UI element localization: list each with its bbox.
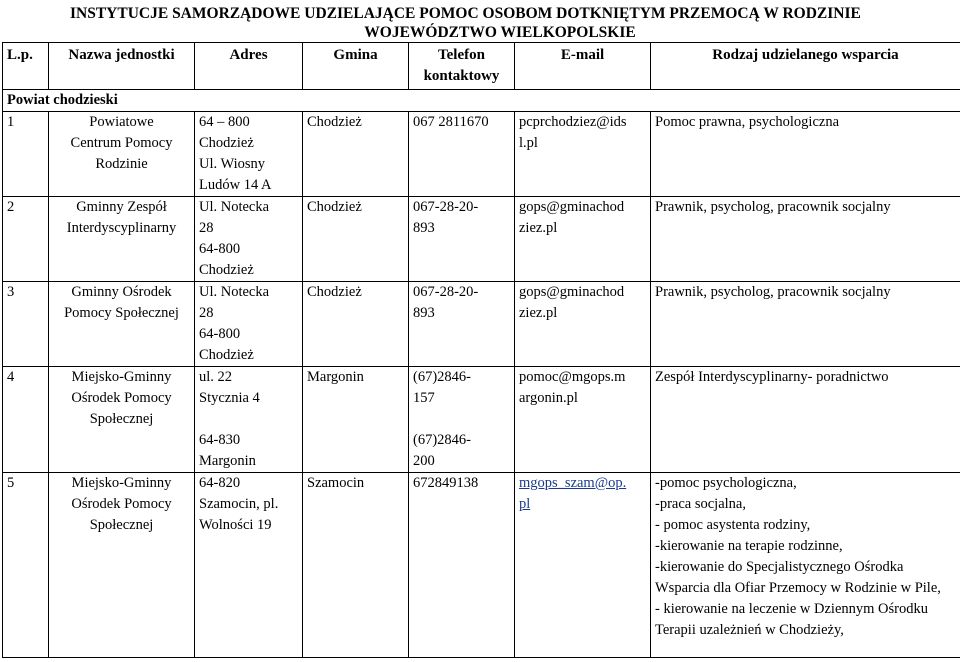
- title-line-2: WOJEWÓDZTWO WIELKOPOLSKIE: [364, 24, 636, 41]
- address-line: Chodzież: [199, 347, 254, 363]
- address-line: Margonin: [199, 453, 256, 469]
- cell-email: [515, 473, 651, 658]
- email-line: ziez.pl: [519, 305, 558, 321]
- header-name: Nazwa jednostki: [49, 43, 195, 90]
- name-line: Społecznej: [89, 411, 154, 427]
- cell-phone: [409, 112, 515, 197]
- name-line: Pomocy Społecznej: [64, 305, 179, 321]
- name-line: Ośrodek Pomocy: [71, 496, 172, 512]
- support-line: -praca socjalna,: [655, 496, 746, 512]
- cell-gmina: Szamocin: [303, 473, 409, 658]
- support-line: -kierowanie do Specjalistycznego Ośrodka Wsparcia dla Ofiar Przemocy w Rodzinie w Pile,: [655, 559, 941, 596]
- cell-address: [195, 473, 303, 658]
- name-line: Miejsko-Gminny: [71, 369, 172, 385]
- cell-name: [49, 197, 195, 282]
- cell-phone: [409, 473, 515, 658]
- cell-lp: 4: [3, 367, 49, 473]
- phone-line: 200: [413, 453, 435, 469]
- support-line: -pomoc psychologiczna,: [655, 475, 797, 491]
- phone-line: 157: [413, 390, 435, 406]
- cell-email: [515, 197, 651, 282]
- address-line: 64-820: [199, 475, 241, 491]
- phone-line: (67)2846-: [413, 369, 471, 385]
- support-line: Zespół Interdyscyplinarny- poradnictwo: [655, 369, 889, 385]
- address-line: Ludów 14 A: [199, 177, 272, 193]
- table-row: [3, 367, 960, 473]
- cell-address: [195, 197, 303, 282]
- support-line: -kierowanie na terapie rodzinne,: [655, 538, 843, 554]
- cell-support: [651, 282, 960, 367]
- address-line: Chodzież: [199, 135, 254, 151]
- cell-email: [515, 282, 651, 367]
- cell-support: [651, 473, 960, 658]
- email-line[interactable]: pl: [519, 496, 531, 512]
- email-line[interactable]: mgops_szam@op.: [519, 475, 627, 491]
- address-line: Ul. Wiosny: [199, 156, 266, 172]
- cell-name: [49, 367, 195, 473]
- phone-line: 067-28-20-: [413, 284, 479, 300]
- header-row: [3, 43, 960, 90]
- cell-lp: 3: [3, 282, 49, 367]
- section-title: Powiat chodzieski: [3, 90, 960, 112]
- address-line: Ul. Notecka: [199, 199, 270, 215]
- name-line: Interdyscyplinarny: [66, 220, 177, 236]
- name-line: Powiatowe: [89, 114, 154, 130]
- address-line: [199, 409, 298, 430]
- table-row: [3, 197, 960, 282]
- email-line: ziez.pl: [519, 220, 558, 236]
- name-line: Gminny Zespół: [76, 199, 167, 215]
- cell-phone: [409, 282, 515, 367]
- phone-line: (67)2846-: [413, 432, 471, 448]
- phone-line: [413, 409, 510, 430]
- cell-support: [651, 367, 960, 473]
- name-line: Gminny Ośrodek: [71, 284, 172, 300]
- address-line: 64-800: [199, 241, 241, 257]
- email-line: gops@gminachod: [519, 284, 625, 300]
- phone-line: 067-28-20-: [413, 199, 479, 215]
- address-line: Stycznia 4: [199, 390, 260, 406]
- support-line: - pomoc asystenta rodziny,: [655, 517, 811, 533]
- phone-line: 672849138: [413, 475, 479, 491]
- phone-line: 893: [413, 220, 435, 236]
- section-row: [3, 90, 960, 112]
- cell-address: [195, 112, 303, 197]
- table-row: [3, 282, 960, 367]
- header-gmina: Gmina: [303, 43, 409, 90]
- address-line: Chodzież: [199, 262, 254, 278]
- name-line: Centrum Pomocy: [70, 135, 173, 151]
- table-row: [3, 112, 960, 197]
- address-line: 64-800: [199, 326, 241, 342]
- cell-name: [49, 112, 195, 197]
- support-line: Pomoc prawna, psychologiczna: [655, 114, 840, 130]
- title-line-1: INSTYTUCJE SAMORZĄDOWE UDZIELAJĄCE POMOC OSOBOM DOTKNIĘTYM PRZEMOCĄ W RODZINIE: [70, 5, 861, 22]
- cell-address: [195, 282, 303, 367]
- name-line: Ośrodek Pomocy: [71, 390, 172, 406]
- cell-phone: [409, 367, 515, 473]
- email-line: l.pl: [519, 135, 538, 151]
- cell-email: [515, 367, 651, 473]
- name-line: Miejsko-Gminny: [71, 475, 172, 491]
- cell-phone: [409, 197, 515, 282]
- cell-email: [515, 112, 651, 197]
- cell-name: [49, 473, 195, 658]
- cell-lp: 5: [3, 473, 49, 658]
- address-line: 28: [199, 305, 214, 321]
- header-phone: Telefon kontaktowy: [409, 43, 515, 90]
- cell-name: [49, 282, 195, 367]
- cell-support: [651, 112, 960, 197]
- header-email: E-mail: [515, 43, 651, 90]
- email-line: pomoc@mgops.m: [519, 369, 626, 385]
- cell-gmina: Margonin: [303, 367, 409, 473]
- address-line: Szamocin, pl.: [199, 496, 279, 512]
- name-line: Rodzinie: [95, 156, 148, 172]
- cell-lp: 2: [3, 197, 49, 282]
- support-line: - kierowanie na leczenie w Dziennym Ośrodku Terapii uzależnień w Chodzieży,: [655, 601, 928, 638]
- cell-address: [195, 367, 303, 473]
- address-line: ul. 22: [199, 369, 233, 385]
- address-line: Ul. Notecka: [199, 284, 270, 300]
- address-line: 28: [199, 220, 214, 236]
- email-line: pcprchodziez@ids: [519, 114, 627, 130]
- address-line: Wolności 19: [199, 517, 272, 533]
- header-address: Adres: [195, 43, 303, 90]
- phone-line: 067 2811670: [413, 114, 489, 130]
- support-line: Prawnik, psycholog, pracownik socjalny: [655, 199, 891, 215]
- cell-support: [651, 197, 960, 282]
- cell-gmina: Chodzież: [303, 197, 409, 282]
- email-line: argonin.pl: [519, 390, 578, 406]
- address-line: 64 – 800: [199, 114, 250, 130]
- support-line: Prawnik, psycholog, pracownik socjalny: [655, 284, 891, 300]
- institutions-table: [2, 42, 960, 658]
- phone-line: 893: [413, 305, 435, 321]
- cell-gmina: Chodzież: [303, 282, 409, 367]
- email-line: gops@gminachod: [519, 199, 625, 215]
- table-row: [3, 473, 960, 658]
- header-lp: L.p.: [3, 43, 49, 90]
- cell-lp: 1: [3, 112, 49, 197]
- cell-gmina: Chodzież: [303, 112, 409, 197]
- header-support: Rodzaj udzielanego wsparcia: [651, 43, 960, 90]
- address-line: 64-830: [199, 432, 241, 448]
- name-line: Społecznej: [89, 517, 154, 533]
